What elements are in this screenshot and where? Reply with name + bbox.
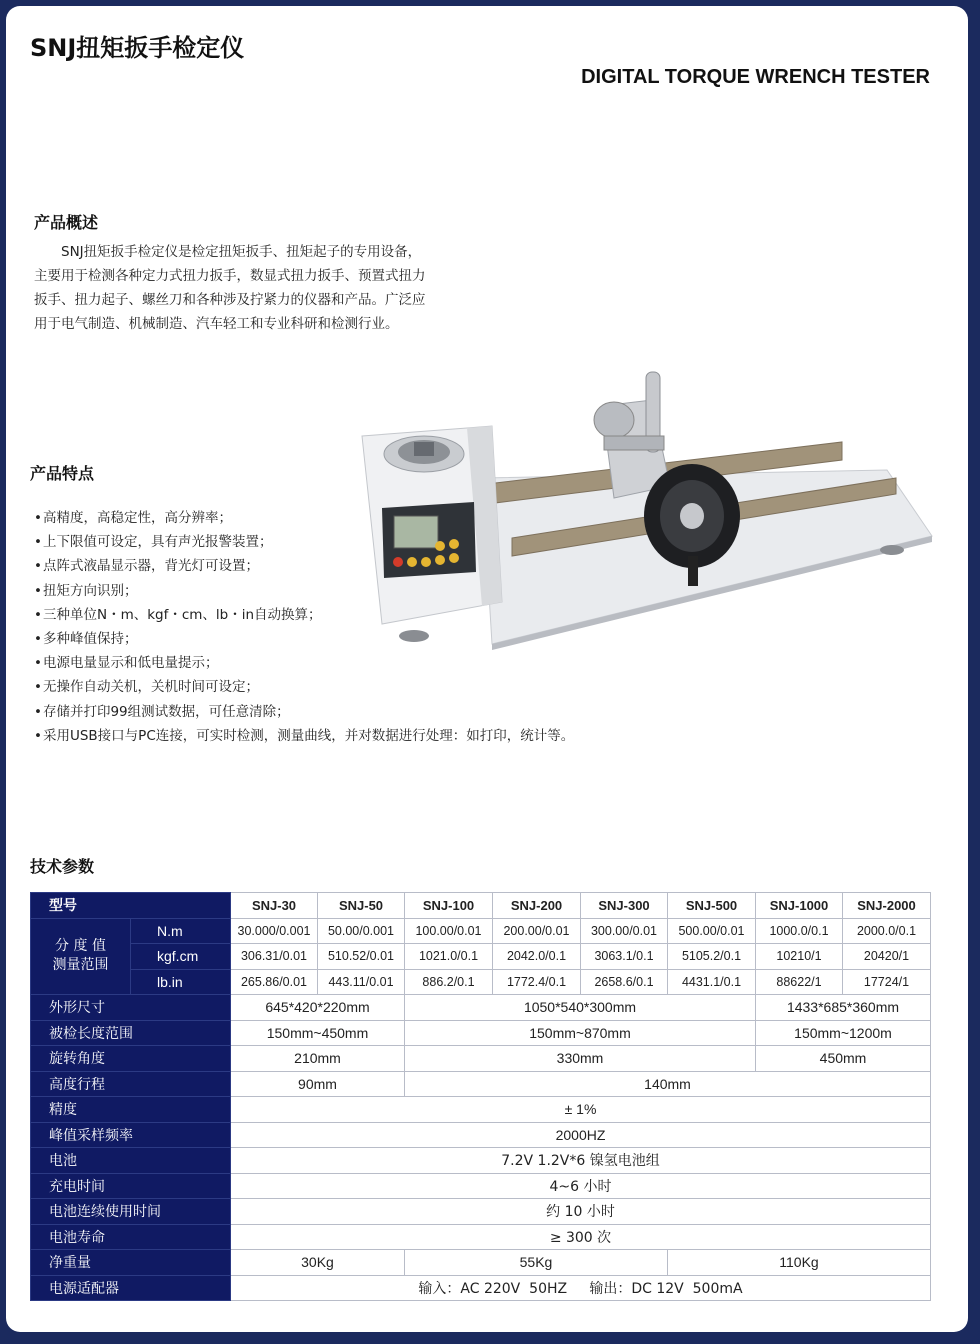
table-cell: 100.00/0.01 [405, 918, 493, 944]
table-cell: 150mm~1200m [756, 1020, 931, 1046]
table-cell: 886.2/0.1 [405, 969, 493, 995]
table-cell: 约 10 小时 [231, 1199, 931, 1225]
table-cell: ≥ 300 次 [231, 1224, 931, 1250]
table-row [31, 1097, 931, 1123]
table-cell: 2042.0/0.1 [493, 944, 581, 970]
feature-item: • 多种峰值保持； [34, 627, 574, 651]
model-cell: SNJ-100 [405, 893, 493, 919]
table-row [31, 1224, 931, 1250]
table-cell: 200.00/0.01 [493, 918, 581, 944]
range-label: 分 度 值 测量范围 [31, 918, 131, 995]
unit-label: kgf.cm [131, 944, 231, 970]
table-row [31, 1122, 931, 1148]
table-cell: 150mm~870mm [405, 1020, 756, 1046]
table-cell: 300.00/0.01 [581, 918, 668, 944]
table-cell: 2658.6/0.1 [581, 969, 668, 995]
table-cell: 10210/1 [756, 944, 843, 970]
table-row [31, 1173, 931, 1199]
feature-item: • 存储并打印99组测试数据，可任意清除； [34, 700, 574, 724]
table-row [31, 1071, 931, 1097]
row-label: 精度 [31, 1097, 231, 1123]
row-label: 被检长度范围 [31, 1020, 231, 1046]
table-row [31, 1275, 931, 1301]
product-title-cn: SNJ扭矩扳手检定仪 [30, 34, 245, 62]
overview-heading: 产品概述 [34, 213, 99, 232]
table-cell: 330mm [405, 1046, 756, 1072]
table-row [31, 918, 931, 944]
table-cell: 7.2V 1.2V*6 镍氢电池组 [231, 1148, 931, 1174]
table-cell: 110Kg [668, 1250, 931, 1276]
row-label: 电源适配器 [31, 1275, 231, 1301]
table-cell: 17724/1 [843, 969, 931, 995]
product-title-en: DIGITAL TORQUE WRENCH TESTER [581, 66, 930, 88]
unit-label: lb.in [131, 969, 231, 995]
table-cell: 4~6 小时 [231, 1173, 931, 1199]
features-heading: 产品特点 [30, 464, 95, 483]
model-cell: SNJ-2000 [843, 893, 931, 919]
feature-item: • 扭矩方向识别； [34, 579, 574, 603]
table-row [31, 1046, 931, 1072]
feature-item: • 高精度，高稳定性，高分辨率； [34, 506, 574, 530]
table-row [31, 1199, 931, 1225]
table-cell: 3063.1/0.1 [581, 944, 668, 970]
feature-item: • 电源电量显示和低电量提示； [34, 651, 574, 675]
table-cell: 510.52/0.01 [318, 944, 405, 970]
feature-item: • 点阵式液晶显示器，背光灯可设置； [34, 554, 574, 578]
model-cell: SNJ-50 [318, 893, 405, 919]
table-cell: 450mm [756, 1046, 931, 1072]
torque-tester-photo [352, 366, 938, 652]
unit-label: N.m [131, 918, 231, 944]
table-row [31, 893, 931, 919]
row-label: 充电时间 [31, 1173, 231, 1199]
table-cell: ± 1% [231, 1097, 931, 1123]
table-cell: 5105.2/0.1 [668, 944, 756, 970]
table-cell: 50.00/0.001 [318, 918, 405, 944]
row-label: 电池连续使用时间 [31, 1199, 231, 1225]
row-label: 旋转角度 [31, 1046, 231, 1072]
model-cell: SNJ-500 [668, 893, 756, 919]
row-label: 电池 [31, 1148, 231, 1174]
table-row [31, 944, 931, 970]
row-label: 净重量 [31, 1250, 231, 1276]
table-cell: 30.000/0.001 [231, 918, 318, 944]
table-cell: 2000HZ [231, 1122, 931, 1148]
table-cell: 500.00/0.01 [668, 918, 756, 944]
table-cell: 1021.0/0.1 [405, 944, 493, 970]
table-cell: 55Kg [405, 1250, 668, 1276]
table-cell: 90mm [231, 1071, 405, 1097]
table-cell: 1050*540*300mm [405, 995, 756, 1021]
table-cell: 1772.4/0.1 [493, 969, 581, 995]
model-label: 型号 [31, 893, 231, 919]
product-sheet [6, 6, 968, 1332]
row-label: 峰值采样频率 [31, 1122, 231, 1148]
feature-item: • 三种单位N・m、kgf・cm、lb・in自动换算； [34, 603, 574, 627]
table-row [31, 1250, 931, 1276]
table-cell: 306.31/0.01 [231, 944, 318, 970]
table-cell: 150mm~450mm [231, 1020, 405, 1046]
model-cell: SNJ-1000 [756, 893, 843, 919]
table-cell: 输入：AC 220V 50HZ 输出：DC 12V 500mA [231, 1275, 931, 1301]
table-row [31, 995, 931, 1021]
table-cell: 210mm [231, 1046, 405, 1072]
row-label: 高度行程 [31, 1071, 231, 1097]
spec-table [30, 892, 931, 1301]
table-cell: 30Kg [231, 1250, 405, 1276]
specs-heading: 技术参数 [30, 857, 95, 876]
table-cell: 20420/1 [843, 944, 931, 970]
overview-text: SNJ扭矩扳手检定仪是检定扭矩扳手、扭矩起子的专用设备，主要用于检测各种定力式扭力扳手，数显式扭力扳手、预置式扭力扳手、扭力起子、螺丝刀和各种涉及拧紧力的仪器和产品。广泛应用于电气制造、机械制造、汽车轻工和专业科研和检测行业。 [34, 244, 426, 332]
table-row [31, 969, 931, 995]
table-cell: 1433*685*360mm [756, 995, 931, 1021]
model-cell: SNJ-300 [581, 893, 668, 919]
feature-item: • 采用USB接口与PC连接，可实时检测，测量曲线，并对数据进行处理：如打印，统计等。 [34, 724, 574, 748]
table-cell: 265.86/0.01 [231, 969, 318, 995]
model-cell: SNJ-200 [493, 893, 581, 919]
feature-item: • 上下限值可设定，具有声光报警装置； [34, 530, 574, 554]
model-cell: SNJ-30 [231, 893, 318, 919]
row-label: 电池寿命 [31, 1224, 231, 1250]
table-cell: 88622/1 [756, 969, 843, 995]
table-cell: 4431.1/0.1 [668, 969, 756, 995]
table-cell: 645*420*220mm [231, 995, 405, 1021]
feature-item: • 无操作自动关机，关机时间可设定； [34, 675, 574, 699]
table-cell: 1000.0/0.1 [756, 918, 843, 944]
table-cell: 2000.0/0.1 [843, 918, 931, 944]
row-label: 外形尺寸 [31, 995, 231, 1021]
table-cell: 443.11/0.01 [318, 969, 405, 995]
table-row [31, 1020, 931, 1046]
table-cell: 140mm [405, 1071, 931, 1097]
table-row [31, 1148, 931, 1174]
